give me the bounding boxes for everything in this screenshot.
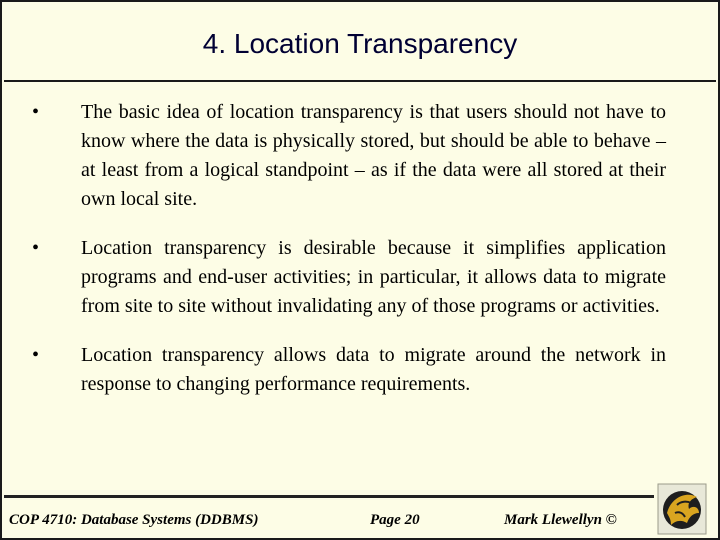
bullet-marker: •	[32, 101, 40, 123]
footer-author: Mark Llewellyn ©	[504, 512, 617, 528]
bullet-item	[2, 98, 702, 214]
bullet-text: Location transparency is desirable because it simplifies application programs and end-user activities; in particular, it allows data to migrate from site to site without invalidating any of those programs or activities.	[81, 237, 666, 317]
slide-title: 4. Location Transparency	[4, 8, 716, 82]
slide-footer	[4, 495, 654, 538]
ucf-pegasus-logo-icon	[657, 483, 707, 535]
footer-page-number: Page 20	[370, 512, 420, 528]
bullet-text: The basic idea of location transparency is that users should not have to know where the data is physically stored, but should be able to behave – at least from a logical standpoint – as if the data were all stored at their own local site.	[81, 101, 666, 210]
bullet-marker: •	[32, 237, 40, 259]
bullet-text: Location transparency allows data to migrate around the network in response to changing performance requirements.	[81, 344, 666, 395]
footer-course: COP 4710: Database Systems (DDBMS)	[9, 512, 259, 528]
bullet-marker: •	[32, 344, 40, 366]
bullet-item	[2, 234, 702, 321]
bullet-list	[2, 98, 702, 419]
bullet-item	[2, 341, 702, 399]
